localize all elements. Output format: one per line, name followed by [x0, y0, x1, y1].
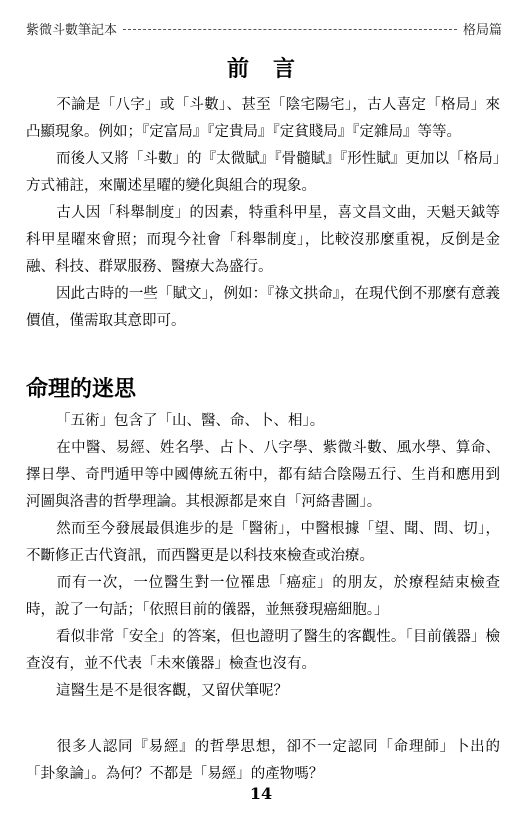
section-paragraph-5: 看似非常「安全」的答案，但也證明了醫生的客觀性。「目前儀器」檢查沒有，並不代表「未來儀器」檢查也沒有。	[26, 629, 500, 672]
running-header	[26, 18, 502, 38]
section-paragraph-4: 而有一次，一位醫生對一位罹患「癌症」的朋友，於療程結束檢查時，說了一句話；「依照目前的儀器，並無發現癌細胞。」	[26, 575, 500, 618]
book-title: 紫微斗數筆記本	[26, 22, 118, 38]
section-paragraph-6: 這醫生是不是很客觀，又留伏筆呢？	[56, 683, 288, 699]
page-number: 14	[249, 784, 273, 803]
chapter-title: 格局篇	[462, 22, 502, 38]
section-title: 命理的迷思	[26, 376, 137, 402]
closing-paragraph: 很多人認同『易經』的哲學思想，卻不一定認同「命理師」卜出的「卦象論」。為何？不都是「易經」的產物嗎？	[26, 739, 500, 782]
section-text	[26, 408, 500, 705]
section-paragraph-3: 然而至今發展最俱進步的是「醫術」，中醫根據「望、聞、問、切」，不斷修正古代資訊，而西醫更是以科技來檢查或治療。	[26, 521, 500, 564]
intro-paragraph-3: 古人因「科舉制度」的因素，特重科甲星，喜文昌文曲，天魁天鉞等科甲星曜來會照；而現今社會「科舉制度」，比較沒那麼重視，反倒是金融、科技、群眾服務、醫療大為盛行。	[26, 205, 500, 275]
intro-text	[26, 92, 500, 335]
intro-paragraph-4: 因此古時的一些「賦文」，例如：『祿文拱命』，在現代倒不那麼有意義價值，僅需取其意即可。	[26, 286, 500, 329]
intro-paragraph-2: 而後人又將「斗數」的『太微賦』『骨髓賦』『形性賦』更加以「格局」方式補註，來闡述星曜的變化與組合的現象。	[26, 151, 500, 194]
page-title: 前言	[226, 56, 319, 82]
intro-paragraph-1: 不論是「八字」或「斗數」、甚至「陰宅陽宅」，古人喜定「格局」來凸顯現象。例如；『定富局』『定貴局』『定貧賤局』『定雜局』等等。	[26, 97, 500, 140]
closing-text	[26, 734, 500, 788]
section-paragraph-2: 在中醫、易經、姓名學、占卜、八字學、紫微斗數、風水學、算命、擇日學、奇門遁甲等中國傳統五術中，都有結合陰陽五行、生肖和應用到河圖與洛書的哲學理論。其根源都是來自「河絡書圖」。	[26, 440, 500, 510]
header-rule	[123, 29, 457, 30]
section-paragraph-1: 「五術」包含了「山、醫、命、卜、相」。	[56, 413, 325, 429]
